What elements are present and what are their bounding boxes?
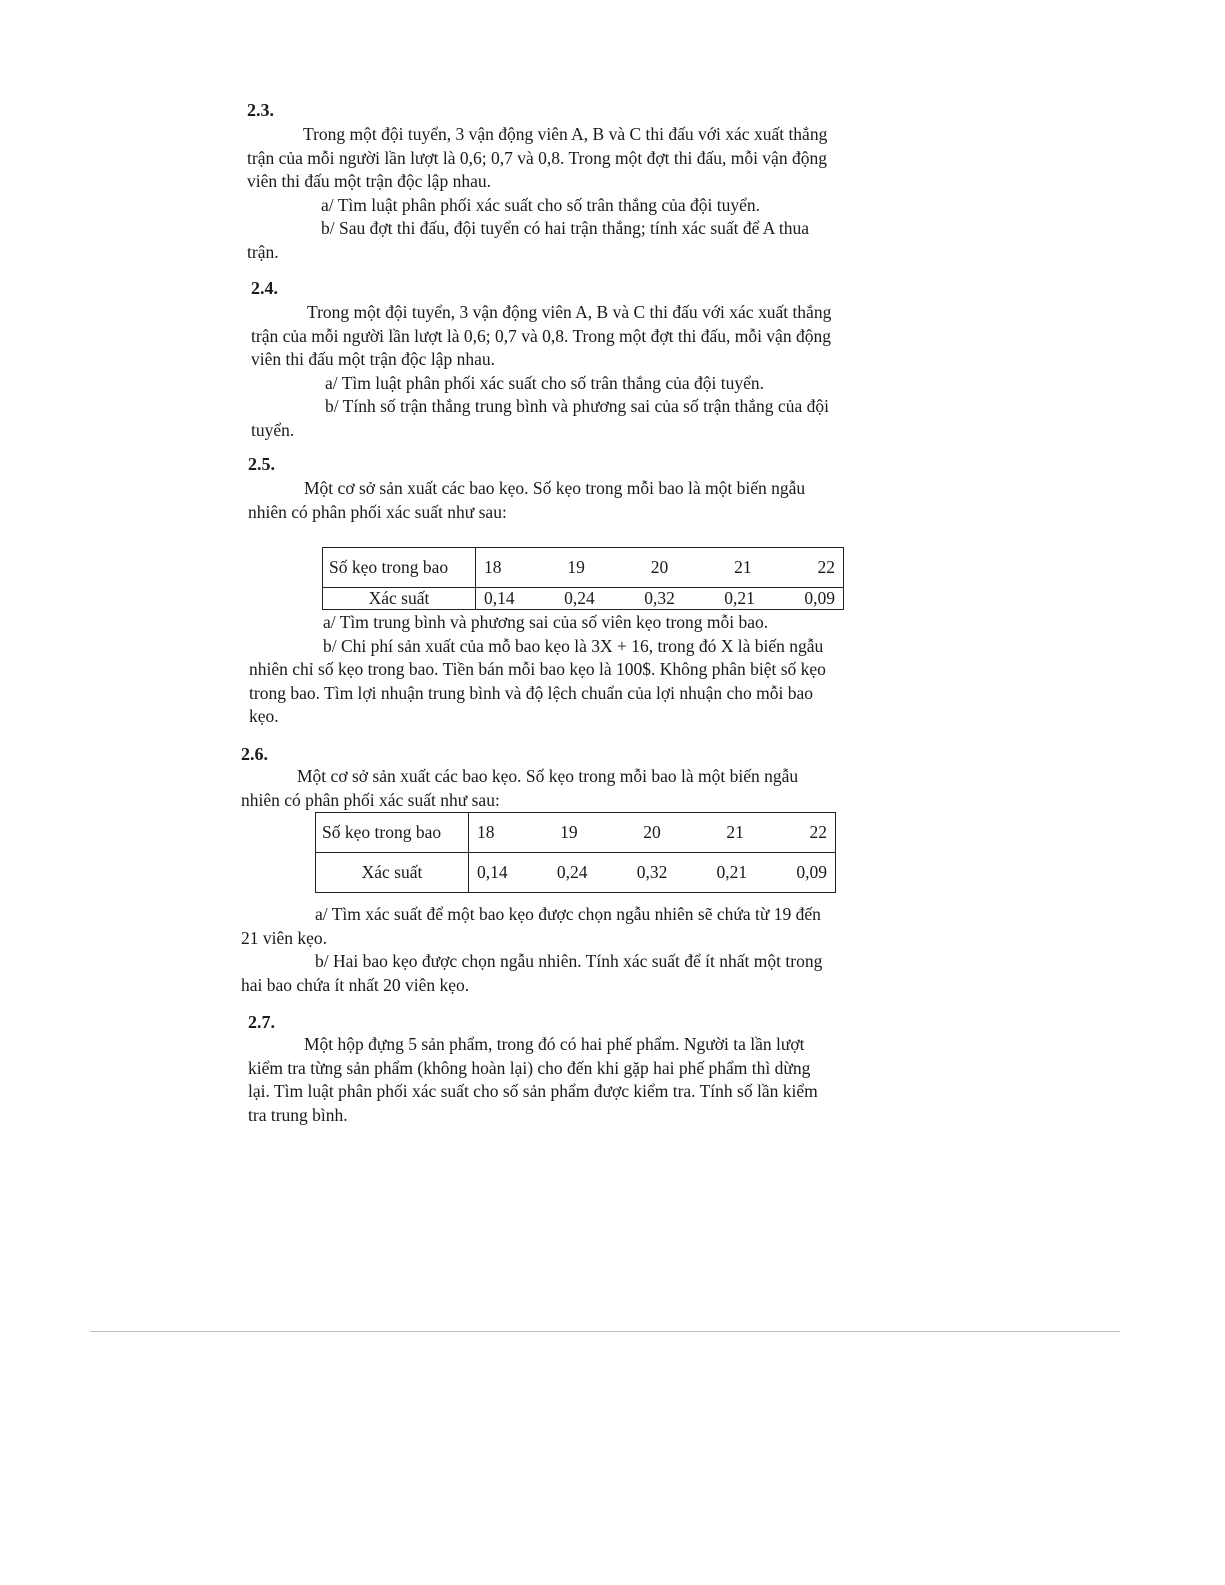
part-b-cont: nhiên chỉ số kẹo trong bao. Tiền bán mỗi bao kẹo là 100$. Không phân biệt số kẹo bbox=[249, 659, 826, 679]
prob-value: 0,21 bbox=[716, 862, 748, 882]
exercise-text: Một cơ sở sản xuất các bao kẹo. Số kẹo trong mỗi bao là một biến ngẫu bbox=[297, 766, 799, 786]
count-value: 20 bbox=[650, 557, 669, 577]
exercise-number: 2.4. bbox=[251, 278, 278, 298]
exercise-number: 2.6. bbox=[241, 744, 268, 764]
exercise-2-6-intro bbox=[241, 743, 921, 812]
exercise-text: trận của mỗi người lần lượt là 0,6; 0,7 và 0,8. Trong một đợt thi đấu, mỗi vận động bbox=[251, 325, 831, 346]
part-a: a/ Tìm luật phân phối xác suất cho số trân thắng của đội tuyển. bbox=[321, 194, 761, 215]
part-b: b/ Chi phí sản xuất của mỗ bao kẹo là 3X + 16, trong đó X là biến ngẫu bbox=[323, 635, 824, 656]
exercise-text: nhiên có phân phối xác suất như sau: bbox=[241, 789, 500, 810]
count-value: 19 bbox=[560, 822, 578, 842]
exercise-text: nhiên có phân phối xác suất như sau: bbox=[248, 501, 507, 522]
exercise-number: 2.3. bbox=[247, 100, 274, 120]
prob-value: 0,32 bbox=[636, 862, 668, 882]
table-header-count: Số kẹo trong bao bbox=[323, 548, 476, 588]
part-a-cont: 21 viên kẹo. bbox=[241, 927, 328, 948]
exercise-text: Trong một đội tuyển, 3 vận động viên A, B và C thi đấu với xác xuất thắng bbox=[303, 124, 828, 144]
exercise-2-7 bbox=[248, 1011, 928, 1127]
prob-values bbox=[476, 588, 844, 610]
part-b-cont: tuyển. bbox=[251, 419, 295, 440]
table-header-prob: Xác suất bbox=[316, 853, 469, 893]
count-values bbox=[469, 813, 836, 853]
part-b-cont: kẹo. bbox=[249, 706, 279, 726]
part-b-cont: hai bao chứa ít nhất 20 viên kẹo. bbox=[241, 974, 470, 995]
candy-distribution-table-2 bbox=[315, 812, 836, 893]
part-b-cont: trận. bbox=[247, 241, 279, 262]
exercise-text: kiểm tra từng sản phẩm (không hoàn lại) cho đến khi gặp hai phế phẩm thì dừng bbox=[248, 1057, 811, 1078]
prob-value: 0,14 bbox=[477, 862, 508, 882]
part-b-cont: trong bao. Tìm lợi nhuận trung bình và độ lệch chuẩn của lợi nhuận cho mỗi bao bbox=[249, 682, 813, 703]
exercise-2-6-parts bbox=[241, 903, 921, 997]
exercise-text: viên thi đấu một trận độc lập nhau. bbox=[251, 349, 495, 369]
table-header-count: Số kẹo trong bao bbox=[316, 813, 469, 853]
part-b: b/ Hai bao kẹo được chọn ngẫu nhiên. Tính xác suất để ít nhất một trong bbox=[315, 951, 823, 971]
prob-value: 0,14 bbox=[484, 588, 515, 608]
exercise-number: 2.5. bbox=[248, 454, 275, 474]
part-b: b/ Tính số trận thắng trung bình và phương sai của số trận thắng của đội bbox=[325, 396, 829, 416]
count-value: 20 bbox=[643, 822, 661, 842]
count-value: 21 bbox=[734, 557, 752, 577]
exercise-text: lại. Tìm luật phân phối xác suất cho số sản phẩm được kiểm tra. Tính số lần kiểm bbox=[248, 1081, 818, 1101]
exercise-number: 2.7. bbox=[248, 1012, 275, 1032]
candy-distribution-table-1 bbox=[322, 547, 844, 610]
exercise-2-5-intro bbox=[248, 453, 928, 524]
count-value: 22 bbox=[809, 822, 827, 842]
part-a: a/ Tìm xác suất để một bao kẹo được chọn ngẫu nhiên sẽ chứa từ 19 đến bbox=[315, 904, 821, 924]
count-value: 18 bbox=[484, 557, 502, 577]
exercise-2-4 bbox=[251, 277, 931, 442]
prob-value: 0,09 bbox=[796, 862, 827, 882]
exercise-2-3 bbox=[247, 99, 927, 264]
exercise-text: tra trung bình. bbox=[248, 1104, 348, 1125]
prob-value: 0,32 bbox=[644, 588, 675, 608]
prob-value: 0,24 bbox=[556, 862, 588, 882]
count-value: 21 bbox=[726, 822, 744, 842]
count-values bbox=[476, 548, 844, 588]
exercise-2-5-parts bbox=[249, 611, 929, 729]
exercise-text: Một hộp đựng 5 sản phẩm, trong đó có hai phế phẩm. Người ta lần lượt bbox=[304, 1034, 805, 1054]
prob-value: 0,24 bbox=[564, 588, 595, 608]
table-header-prob: Xác suất bbox=[323, 588, 476, 610]
part-a: a/ Tìm trung bình và phương sai của số viên kẹo trong mỗi bao. bbox=[323, 612, 769, 632]
exercise-text: trận của mỗi người lần lượt là 0,6; 0,7 và 0,8. Trong một đợt thi đấu, mỗi vận động bbox=[247, 147, 827, 168]
prob-value: 0,21 bbox=[724, 588, 755, 608]
part-a: a/ Tìm luật phân phối xác suất cho số trân thắng của đội tuyển. bbox=[325, 372, 765, 393]
count-value: 19 bbox=[567, 557, 585, 577]
prob-value: 0,09 bbox=[804, 588, 835, 608]
count-value: 18 bbox=[477, 822, 495, 842]
part-b: b/ Sau đợt thi đấu, đội tuyển có hai trận thắng; tính xác suất để A thua bbox=[321, 218, 809, 238]
count-value: 22 bbox=[817, 557, 835, 577]
page-divider bbox=[90, 1331, 1120, 1332]
prob-values bbox=[469, 853, 836, 893]
exercise-text: viên thi đấu một trận độc lập nhau. bbox=[247, 171, 491, 191]
exercise-text: Một cơ sở sản xuất các bao kẹo. Số kẹo trong mỗi bao là một biến ngẫu bbox=[304, 478, 806, 498]
exercise-text: Trong một đội tuyển, 3 vận động viên A, B và C thi đấu với xác xuất thắng bbox=[307, 302, 832, 322]
